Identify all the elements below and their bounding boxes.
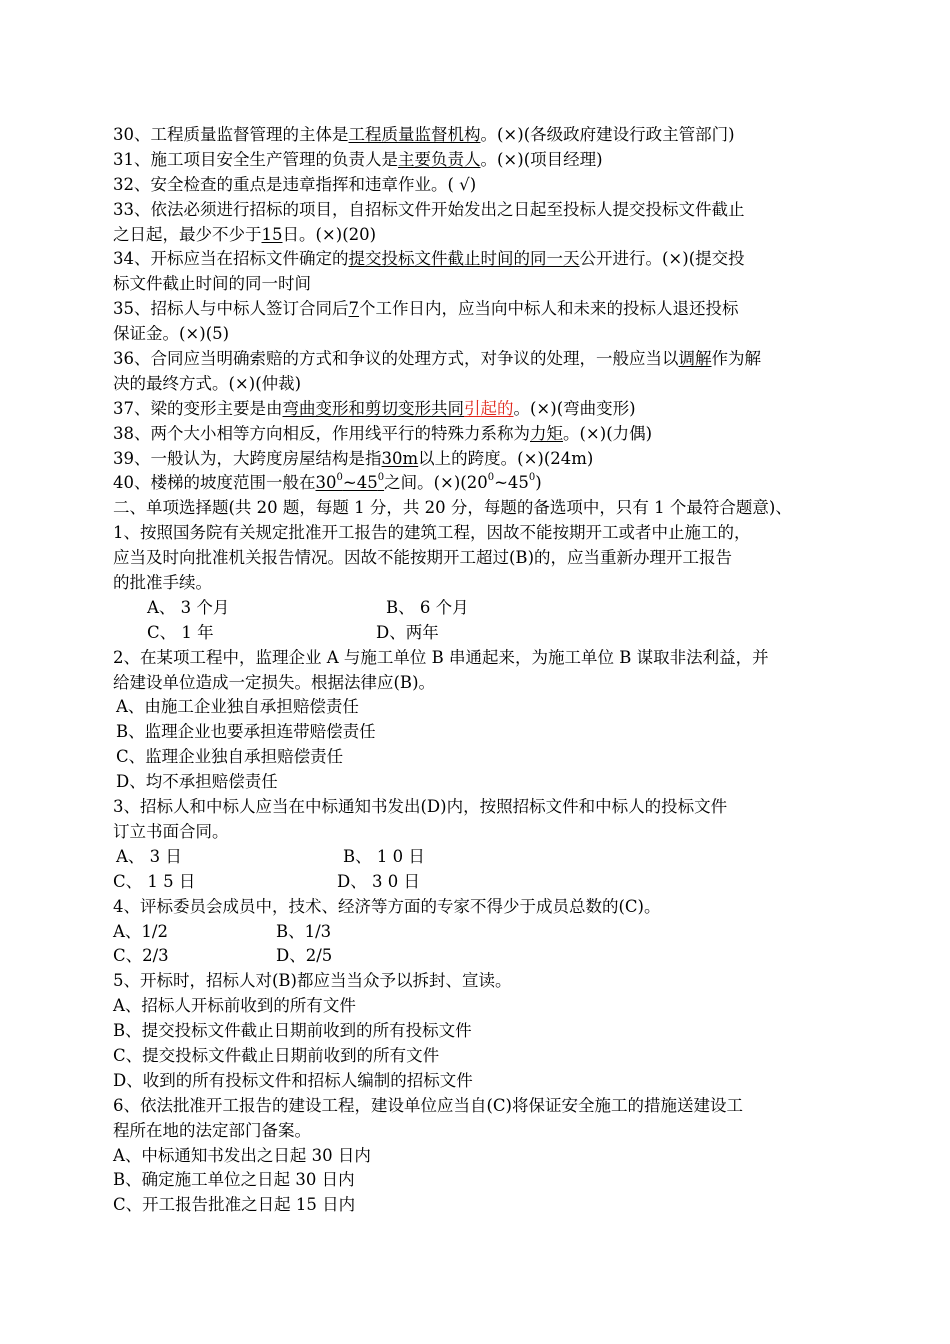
mc1-option-a: A、 3 个月 [147, 597, 230, 617]
question-32: 32、安全检查的重点是违章指挥和违章作业。( √) [113, 174, 477, 194]
mc4-option-a: A、1/2 [113, 921, 168, 941]
mc1-stem-line3: 的批准手续。 [113, 573, 212, 593]
question-35-line2: 保证金。(×)(5) [113, 324, 230, 344]
mc4-stem: 4、评标委员会成员中，技术、经济等方面的专家不得少于成员总数的(C)。 [113, 896, 661, 916]
mc2-option-a: A、由施工企业独自承担赔偿责任 [116, 697, 359, 717]
section-heading: 二、单项选择题(共 20 题，每题 1 分，共 20 分，每题的备选项中，只有 1 个最符合题意)、 [113, 498, 792, 518]
mc2-option-b: B、监理企业也要承担连带赔偿责任 [116, 722, 376, 742]
mc3-stem-line2: 订立书面合同。 [113, 821, 229, 841]
question-33-line1: 33、依法必须进行招标的项目，自招标文件开始发出之日起至投标人提交投标文件截止 [113, 199, 745, 219]
mc1-options-row1 [113, 596, 838, 621]
mc3-option-b: B、 1 0 日 [343, 846, 425, 866]
mc6-option-b: B、确定施工单位之日起 30 日内 [113, 1170, 355, 1190]
mc6-option-a: A、中标通知书发出之日起 30 日内 [113, 1145, 371, 1165]
mc4-option-d: D、2/5 [276, 946, 333, 966]
mc3-stem-line1: 3、招标人和中标人应当在中标通知书发出(D)内，按照招标文件和中标人的投标文件 [113, 797, 728, 817]
mc6-stem-line1: 6、依法批准开工报告的建设工程，建设单位应当自(C)将保证安全施工的措施送建设工 [113, 1095, 743, 1115]
mc5-stem: 5、开标时，招标人对(B)都应当当众予以拆封、宣读。 [113, 971, 512, 991]
question-31: 31、施工项目安全生产管理的负责人是主要负责人。(×)(项目经理) [113, 149, 603, 169]
mc1-options-row2 [113, 621, 838, 646]
mc1-option-d: D、两年 [376, 622, 439, 642]
question-36-line1: 36、合同应当明确索赔的方式和争议的处理方式，对争议的处理，一般应当以调解作为解 [113, 349, 761, 369]
question-34-line1: 34、开标应当在招标文件确定的提交投标文件截止时间的同一天公开进行。(×)(提交投 [113, 249, 745, 269]
question-36-line2: 决的最终方式。(×)(仲裁) [113, 373, 302, 393]
mc2-option-c: C、监理企业独自承担赔偿责任 [116, 747, 344, 767]
mc5-option-a: A、招标人开标前收到的所有文件 [113, 996, 356, 1016]
mc2-stem-line2: 给建设单位造成一定损失。根据法律应(B)。 [113, 672, 435, 692]
mc4-option-b: B、1/3 [276, 921, 332, 941]
mc6-option-c: C、开工报告批准之日起 15 日内 [113, 1195, 356, 1215]
mc3-option-a: A、 3 日 [116, 846, 182, 866]
question-38: 38、两个大小相等方向相反，作用线平行的特殊力系称为力矩。(×)(力偶) [113, 423, 653, 443]
mc3-option-d: D、 3 0 日 [337, 871, 420, 891]
mc4-options-row1 [113, 920, 838, 945]
question-35-line1: 35、招标人与中标人签订合同后7个工作日内，应当向中标人和未来的投标人退还投标 [113, 299, 739, 319]
mc2-stem-line1: 2、在某项工程中，监理企业 A 与施工单位 B 串通起来，为施工单位 B 谋取非法利益，并 [113, 647, 769, 667]
mc1-stem-line1: 1、按照国务院有关规定批准开工报告的建筑工程，因故不能按期开工或者中止施工的， [113, 523, 751, 543]
question-37: 37、梁的变形主要是由弯曲变形和剪切变形共同引起的。(×)(弯曲变形) [113, 398, 636, 418]
question-30: 30、工程质量监督管理的主体是工程质量监督机构。(×)(各级政府建设行政主管部门) [113, 125, 735, 144]
mc5-option-c: C、提交投标文件截止日期前收到的所有文件 [113, 1045, 440, 1065]
mc1-option-c: C、 1 年 [147, 622, 214, 642]
mc3-options-row1 [113, 845, 838, 870]
mc1-stem-line2: 应当及时向批准机关报告情况。因故不能按期开工超过(B)的，应当重新办理开工报告 [113, 548, 732, 568]
document-page [113, 123, 838, 1218]
mc1-option-b: B、 6 个月 [386, 597, 469, 617]
mc4-option-c: C、2/3 [113, 946, 169, 966]
mc5-option-b: B、提交投标文件截止日期前收到的所有投标文件 [113, 1021, 472, 1041]
question-33-line2: 之日起，最少不少于15日。(×)(20) [113, 224, 377, 244]
mc3-options-row2 [113, 870, 838, 895]
mc4-options-row2 [113, 944, 838, 969]
mc2-option-d: D、均不承担赔偿责任 [116, 772, 278, 792]
mc6-stem-line2: 程所在地的法定部门备案。 [113, 1120, 311, 1140]
mc3-option-c: C、 1 5 日 [113, 871, 196, 891]
mc5-option-d: D、收到的所有投标文件和招标人编制的招标文件 [113, 1070, 473, 1090]
question-34-line2: 标文件截止时间的同一时间 [113, 274, 311, 294]
question-40: 40、楼梯的坡度范围一般在$30^0\sim 45^0$之间。$(\times)(20^0\sim 45^0)$ [113, 471, 542, 493]
question-39: 39、一般认为，大跨度房屋结构是指30m以上的跨度。(×)(24m) [113, 448, 594, 468]
